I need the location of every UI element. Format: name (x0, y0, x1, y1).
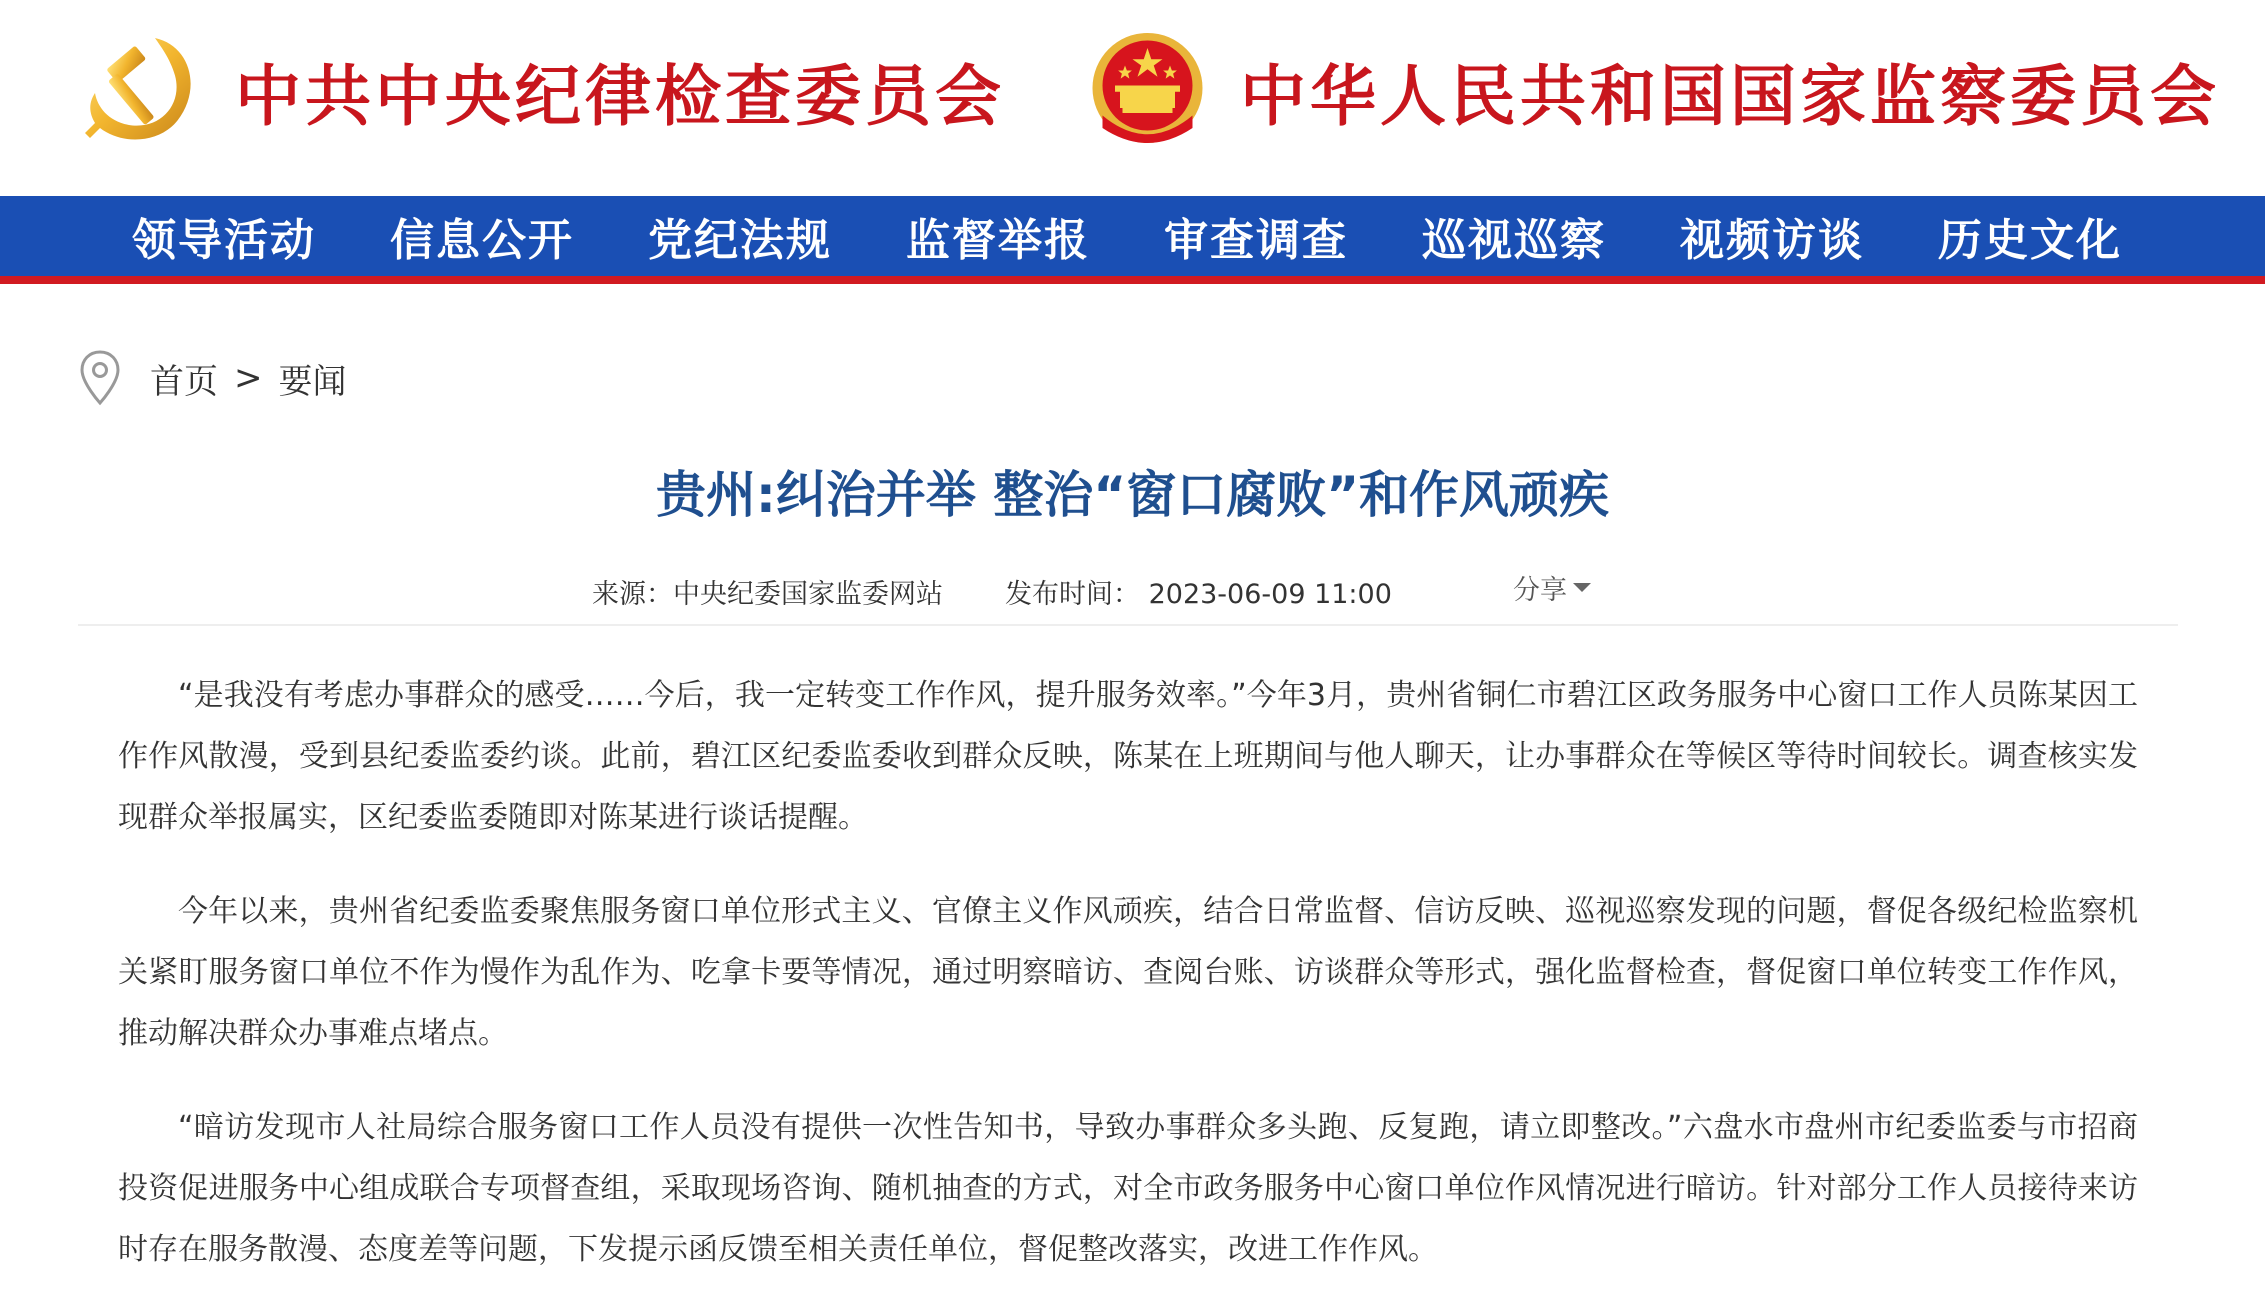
article-publish-time: 发布时间： 2023-06-09 11:00 (1005, 579, 1392, 610)
nav-item-leadership[interactable]: 领导活动 (132, 215, 316, 266)
breadcrumb-separator: > (234, 358, 263, 398)
share-label: 分享 (1513, 575, 1567, 606)
article-paragraph: 今年以来，贵州省纪委监委聚焦服务窗口单位形式主义、官僚主义作风顽疾，结合日常监督、信访反映、巡视巡察发现的问题，督促各级纪检监察机关紧盯服务窗口单位不作为慢作为乱作为、吃拿卡要等情况，通过明察暗访、查阅台账、访谈群众等形式，强化监督检查，督促窗口单位转变工作作风，推动解决群众办事难点堵点。 (118, 894, 2138, 1051)
article-meta (0, 568, 2265, 608)
nsc-logo[interactable] (1085, 10, 2220, 170)
article-paragraph: “是我没有考虑办事群众的感受……今后，我一定转变工作作风，提升服务效率。”今年3月，贵州省铜仁市碧江区政务服务中心窗口工作人员陈某因工作作风散漫，受到县纪委监委约谈。此前，碧江区纪委监委收到群众反映，陈某在上班期间与他人聊天，让办事群众在等候区等待时间较长。调查核实发现群众举报属实，区纪委监委随即对陈某进行谈话提醒。 (118, 678, 2138, 835)
breadcrumb-home[interactable]: 首页 (150, 361, 218, 402)
nav-item-investigation[interactable]: 审查调查 (1164, 215, 1348, 266)
article-title: 贵州:纠治并举 整治“窗口腐败”和作风顽疾 (655, 466, 1610, 524)
meta-divider (78, 624, 2178, 626)
breadcrumb-current[interactable]: 要闻 (278, 361, 347, 402)
location-pin-icon (78, 349, 122, 407)
breadcrumb (78, 348, 347, 408)
nav-item-info-disclosure[interactable]: 信息公开 (390, 215, 574, 266)
ccdi-name: 中共中央纪律检查委员会 (235, 56, 1005, 135)
hammer-sickle-icon (80, 28, 205, 153)
national-emblem-icon (1085, 28, 1210, 153)
article-paragraph: “暗访发现市人社局综合服务窗口工作人员没有提供一次性告知书，导致办事群众多头跑、反复跑，请立即整改。”六盘水市盘州市纪委监委与市招商投资促进服务中心组成联合专项督查组，采取现场咨询、随机抽查的方式，对全市政务服务中心窗口单位作风情况进行暗访。针对部分工作人员接待来访时存在服务散漫、态度差等问题，下发提示函反馈至相关责任单位，督促整改落实，改进工作作风。 (118, 1110, 2138, 1267)
nav-item-history-culture[interactable]: 历史文化 (1938, 215, 2122, 266)
nav-item-video-interview[interactable]: 视频访谈 (1680, 215, 1864, 266)
nav-item-regulations[interactable]: 党纪法规 (648, 215, 832, 266)
nav-item-inspection[interactable]: 巡视巡察 (1422, 215, 1606, 266)
main-nav (0, 196, 2265, 284)
ccdi-logo[interactable] (80, 10, 1005, 170)
chevron-down-icon (1573, 583, 1591, 592)
article-source: 来源：中央纪委国家监委网站 (592, 579, 943, 610)
nav-item-supervision-report[interactable]: 监督举报 (906, 215, 1090, 266)
site-header (0, 0, 2265, 196)
share-button[interactable] (1513, 568, 1591, 607)
article-body (118, 665, 2138, 1295)
nsc-name: 中华人民共和国国家监察委员会 (1240, 56, 2220, 135)
